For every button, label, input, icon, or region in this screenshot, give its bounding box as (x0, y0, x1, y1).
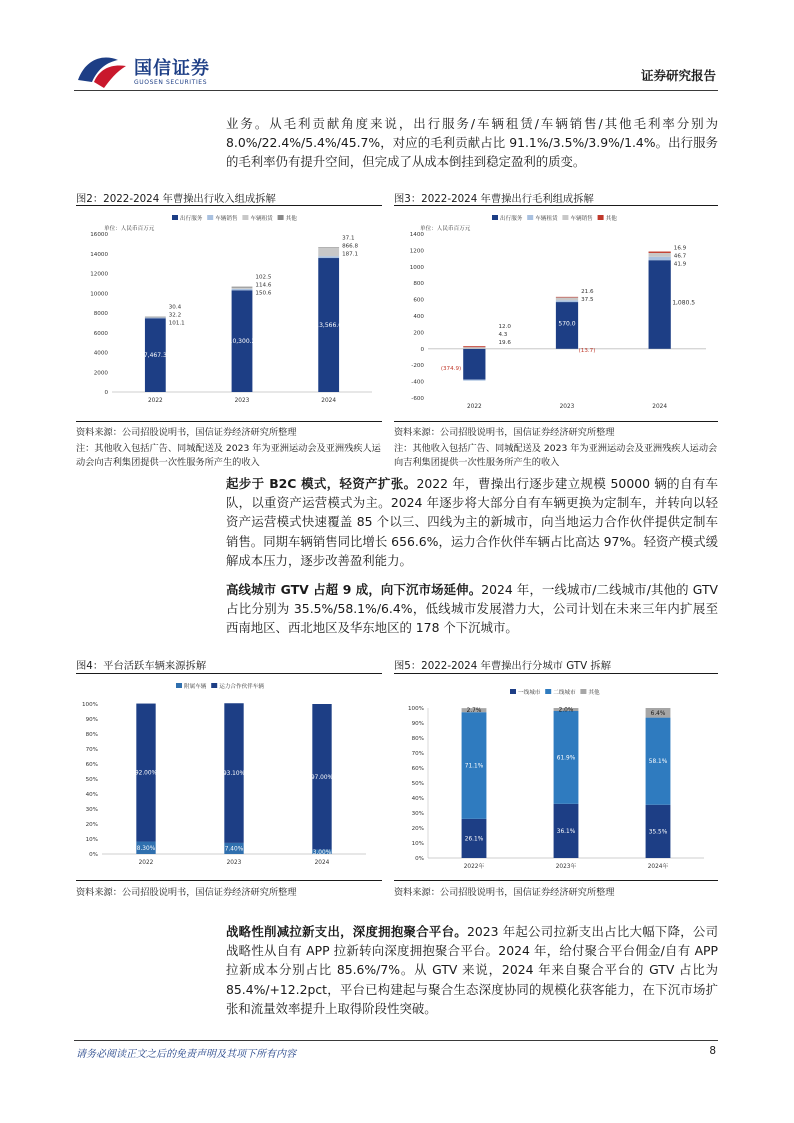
bar-车辆租赁-2024 (318, 248, 339, 257)
fig2-title-rule (76, 205, 382, 206)
data-label: 37.5 (581, 296, 594, 303)
legend-label-1: 车辆租赁 (535, 216, 558, 222)
data-label: 101.1 (168, 320, 185, 327)
bar-其他-2024 (649, 252, 671, 253)
fig2-chart (76, 208, 382, 420)
y-tick-label: 4000 (93, 350, 108, 357)
legend-swatch-0 (172, 215, 178, 220)
y-tick-label: 40% (411, 796, 424, 802)
x-tick-label: 2024 (652, 404, 668, 410)
fig2-note: 注：其他收入包括广告、同城配送及 2023 年为亚洲运动会及亚洲残疾人运动会向吉利集团提供一次性服务所产生的收入 (76, 443, 381, 468)
section3-text: 2023 年起公司拉新支出占比大幅下降，公司战略性从自有 APP 拉新转向深度拥抱聚合平台。2024 年，给付聚合平台佣金/自有 APP 拉新成本分别占比 85.6%/7%。从 GTV 来说，2024 年来自聚合平台的 GTV 占比为 85.4%/+12.2pct，平台已构建起与聚合生态深度协同的规模化获客能力，在下沉市场扩张和流量效率提升上取得阶段性突破。 (226, 924, 719, 1016)
legend-swatch-2 (562, 215, 568, 220)
x-tick-label: 2023 (226, 860, 242, 866)
y-tick-label: 50% (85, 777, 98, 783)
section1-text: 2022 年，曹操出行逐步建立规模 50000 辆的自有车队，以重资产运营模式为主。2024 年逐步将大部分自有车辆更换为定制车，并转向以轻资产运营模式快速覆盖 85 个以三、四线为主的新城市，向当地运力合作伙伴提供定制车销售。同期车辆销售同比增长 656.6%，运力合作伙伴车辆占比高达 97%。轻资产模式缓解成本压力，逐步改善盈利能力。 (226, 476, 718, 568)
legend-label-0: 出行服务 (180, 216, 203, 222)
bar-其他-2024 (318, 247, 339, 248)
section1-lead: 起步于 B2C 模式，轻资产扩张。 (226, 476, 417, 491)
fig2-source: 资料来源：公司招股说明书，国信证券经济研究所整理 (76, 427, 297, 438)
y-tick-label: 0% (415, 856, 424, 862)
x-tick-label: 2024年 (647, 864, 669, 870)
y-tick-label: 0 (104, 390, 108, 396)
data-label: 36.1% (556, 828, 576, 835)
legend-label-2: 车辆租赁 (250, 216, 273, 222)
fig2-title: 图2：2022-2024 年曹操出行收入组成拆解 (76, 193, 276, 205)
legend-swatch-3 (598, 215, 604, 220)
logo-cn: 国信证券 (134, 58, 210, 79)
data-label: 46.7 (673, 253, 687, 260)
data-label: (374.9) (440, 366, 462, 373)
data-label: 7.40% (224, 846, 244, 853)
section2-text: 2024 年，一线城市/二线城市/其他的 GTV 占比分别为 35.5%/58.1%/6.4%，低线城市发展潜力大，公司计划在未来三年内扩展至西南地区、西北地区及华东地区的 178 个下沉城市。 (226, 582, 719, 636)
section3-lead: 战略性削减拉新支出，深度拥抱聚合平台。 (226, 924, 467, 939)
header-rule (74, 90, 718, 91)
y-tick-label: 70% (85, 747, 98, 753)
y-tick-label: 0% (89, 852, 98, 858)
data-label: 6.4% (650, 710, 666, 717)
fig3-source: 资料来源：公司招股说明书，国信证券经济研究所整理 (394, 427, 615, 438)
y-tick-label: 1200 (409, 248, 424, 255)
fig3-title: 图3：2022-2024 年曹操出行毛利组成拆解 (394, 193, 594, 205)
legend-swatch-1 (545, 689, 551, 694)
y-tick-label: 2000 (93, 370, 108, 377)
data-label: (13.7) (578, 348, 596, 355)
legend-swatch-0 (492, 215, 498, 220)
data-label: 150.6 (255, 290, 272, 297)
fig2-bottom-rule (76, 421, 382, 422)
data-label: 19.6 (498, 340, 511, 347)
footer-disclaimer: 请务必阅读正文之后的免责声明及其项下所有内容 (76, 1049, 296, 1060)
data-label: 866.8 (342, 243, 359, 250)
legend-swatch-2 (580, 689, 586, 694)
y-tick-label: 100% (82, 702, 98, 708)
data-label: 16.9 (673, 245, 687, 252)
bar-车辆租赁-2024 (649, 257, 671, 260)
fig5-title: 图5：2022-2024 年曹操出行分城市 GTV 拆解 (394, 660, 612, 672)
y-tick-label: 90% (85, 717, 98, 723)
unit-label: 单位：人民币百万元 (104, 226, 155, 232)
bar-其他-2023 (232, 287, 253, 288)
y-tick-label: 20% (411, 826, 424, 832)
y-tick-label: 600 (413, 297, 424, 304)
data-label: 3.00% (312, 849, 332, 856)
y-tick-label: 10% (411, 841, 424, 847)
data-label: 37.1 (342, 235, 355, 242)
y-tick-label: 0 (420, 346, 424, 353)
bar-车辆销售-2023 (232, 289, 253, 290)
legend-label-1: 车辆销售 (215, 216, 238, 222)
bar-车辆租赁-2023 (232, 288, 253, 289)
fig4-title-rule (76, 673, 382, 674)
y-tick-label: 1000 (409, 264, 424, 271)
guosen-logo-icon (74, 52, 128, 90)
legend-label-1: 运力合作伙伴车辆 (219, 684, 264, 690)
fig5-title-rule (394, 673, 718, 674)
fig4-source: 资料来源：公司招股说明书，国信证券经济研究所整理 (76, 887, 297, 898)
data-label: 114.6 (255, 282, 272, 289)
y-tick-label: 80% (85, 732, 98, 738)
data-label: 71.1% (464, 763, 484, 770)
legend-swatch-1 (207, 215, 213, 220)
page-number: 8 (709, 1045, 716, 1057)
data-label: 97.00% (310, 774, 334, 781)
data-label: 1,080.5 (672, 299, 696, 307)
y-tick-label: 8000 (93, 311, 108, 317)
bar-其他-2023 (556, 297, 578, 298)
legend-label-0: 一线城市 (518, 690, 541, 696)
fig3-title-rule (394, 205, 718, 206)
data-label: 93.10% (222, 771, 246, 778)
y-tick-label: 60% (411, 766, 424, 772)
fig3-chart (394, 208, 718, 420)
data-label: 187.1 (342, 251, 359, 258)
section2-lead: 高线城市 GTV 占超 9 成，向下沉市场延伸。 (226, 582, 482, 597)
unit-label: 单位：人民币百万元 (420, 226, 471, 232)
fig5-chart (394, 676, 718, 880)
intro-paragraph: 业务。从毛利贡献角度来说，出行服务/车辆租赁/车辆销售/其他毛利率分别为 8.0%/22.4%/5.4%/45.7%，对应的毛利贡献占比 91.1%/3.5%/3.9%/1.4%。出行服务的毛利率仍有提升空间，但完成了从成本倒挂到稳定盈利的质变。 (226, 116, 718, 170)
data-label: 12.0 (498, 324, 511, 331)
legend-swatch-2 (242, 215, 248, 220)
legend-label-2: 车辆销售 (570, 216, 593, 222)
legend-label-3: 其他 (605, 216, 617, 222)
y-tick-label: 200 (413, 330, 424, 337)
fig5-bottom-rule (394, 880, 718, 881)
section2-paragraph (226, 580, 718, 638)
y-tick-label: -600 (411, 396, 424, 402)
section1-paragraph (226, 474, 718, 570)
data-label: 10,300.2 (228, 338, 256, 346)
y-tick-label: 60% (85, 762, 98, 768)
y-tick-label: 70% (411, 751, 424, 757)
data-label: 32.2 (168, 312, 182, 319)
bar-车辆销售-2024 (649, 253, 671, 257)
x-tick-label: 2023年 (555, 864, 577, 870)
data-label: 58.1% (648, 759, 668, 766)
y-tick-label: 10% (85, 837, 98, 843)
bar-出行服务-2022 (463, 349, 485, 380)
legend-swatch-0 (510, 689, 516, 694)
y-tick-label: 80% (411, 736, 424, 742)
fig5-source: 资料来源：公司招股说明书，国信证券经济研究所整理 (394, 887, 615, 898)
y-tick-label: 1400 (409, 232, 424, 238)
legend-label-0: 出行服务 (500, 216, 523, 222)
bar-车辆销售-2022 (463, 347, 485, 349)
y-tick-label: 100% (408, 706, 424, 712)
section3-paragraph (226, 922, 718, 1018)
data-label: 41.9 (673, 261, 687, 268)
y-tick-label: 20% (85, 822, 98, 828)
bar-车辆租赁-2022 (463, 380, 485, 381)
data-label: 30.4 (168, 304, 182, 311)
x-tick-label: 2022 (147, 398, 163, 404)
legend-swatch-1 (527, 215, 533, 220)
y-tick-label: -200 (411, 363, 424, 370)
x-tick-label: 2022年 (463, 864, 485, 870)
y-tick-label: 14000 (90, 251, 108, 258)
data-label: 8.30% (136, 845, 156, 852)
logo (74, 50, 234, 92)
bar-出行服务-2024 (649, 260, 671, 349)
legend-swatch-1 (211, 683, 217, 688)
x-tick-label: 2022 (138, 860, 154, 866)
x-tick-label: 2024 (321, 398, 337, 404)
y-tick-label: 800 (413, 281, 424, 288)
fig3-bottom-rule (394, 421, 718, 422)
y-tick-label: -400 (411, 379, 424, 386)
fig4-chart (76, 676, 382, 880)
y-tick-label: 40% (85, 792, 98, 798)
bar-车辆销售-2024 (318, 256, 339, 258)
y-tick-label: 6000 (93, 330, 108, 337)
y-tick-label: 16000 (90, 232, 108, 238)
x-tick-label: 2022 (466, 404, 482, 410)
legend-label-0: 附属车辆 (184, 684, 207, 690)
data-label: 4.3 (498, 332, 508, 339)
y-tick-label: 30% (85, 807, 98, 813)
x-tick-label: 2023 (559, 404, 575, 410)
y-tick-label: 90% (411, 721, 424, 727)
data-label: 2.0% (558, 707, 574, 714)
data-label: 7,467.3 (143, 352, 167, 360)
y-tick-label: 50% (411, 781, 424, 787)
data-label: 61.9% (556, 755, 576, 762)
legend-label-3: 其他 (285, 216, 297, 222)
y-tick-label: 12000 (90, 271, 108, 278)
footer-rule (74, 1040, 718, 1041)
report-type: 证券研究报告 (640, 68, 716, 83)
x-tick-label: 2024 (314, 860, 330, 866)
y-tick-label: 400 (413, 314, 424, 320)
data-label: 92.00% (134, 770, 158, 777)
bar-其他-2022 (463, 346, 485, 347)
legend-label-2: 其他 (588, 690, 600, 696)
legend-swatch-3 (278, 215, 284, 220)
data-label: 13,566.6 (315, 322, 343, 330)
y-tick-label: 30% (411, 811, 424, 817)
y-tick-label: 10000 (90, 291, 108, 298)
bar-车辆租赁-2023 (556, 300, 578, 302)
data-label: 21.6 (581, 288, 594, 295)
data-label: 35.5% (648, 829, 668, 836)
data-label: 570.0 (558, 320, 576, 328)
fig3-note: 注：其他收入包括广告、同城配送及 2023 年为亚洲运动会及亚洲残疾人运动会向吉利集团提供一次性服务所产生的收入 (394, 443, 718, 468)
logo-en: GUOSEN SECURITIES (134, 79, 208, 86)
legend-label-1: 二线城市 (553, 690, 576, 696)
x-tick-label: 2023 (234, 398, 250, 404)
bar-其他-2022 (145, 317, 166, 318)
fig4-bottom-rule (76, 880, 382, 881)
fig4-title: 图4：平台活跃车辆来源拆解 (76, 660, 207, 672)
data-label: 26.1% (464, 836, 484, 843)
bar-车辆销售-2023 (556, 297, 578, 300)
legend-swatch-0 (176, 683, 182, 688)
data-label: 102.5 (255, 274, 272, 281)
data-label: 2.7% (466, 708, 482, 715)
